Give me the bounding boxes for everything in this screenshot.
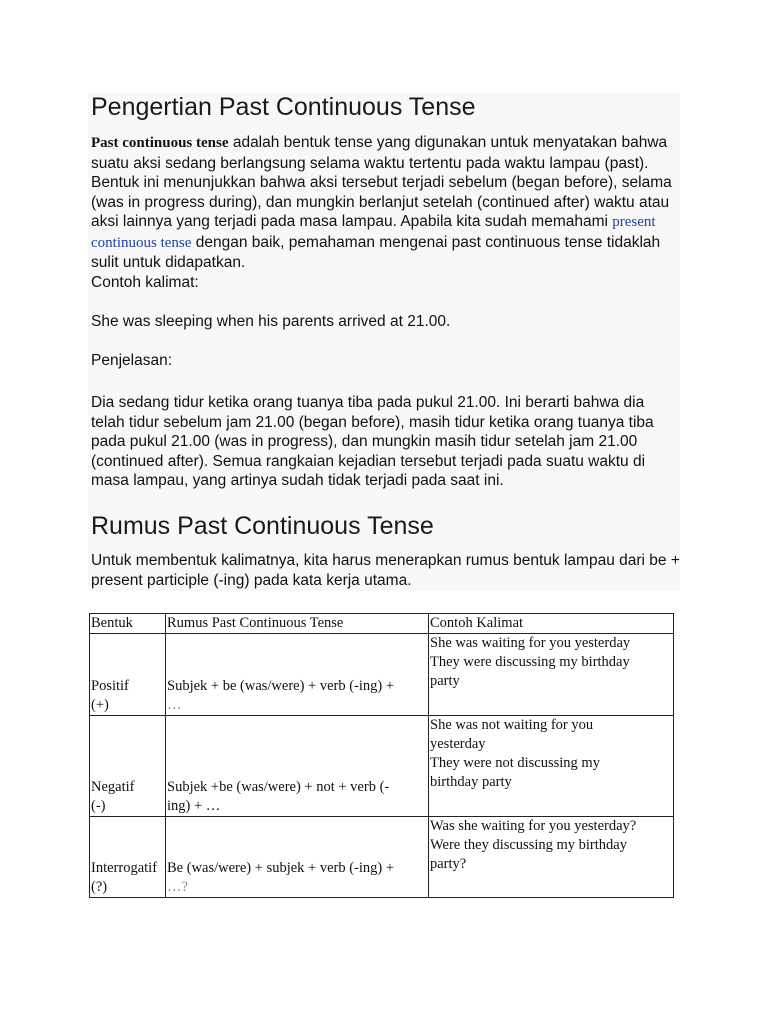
rumus-line: Be (was/were) + subjek + verb (-ing) + xyxy=(167,860,395,876)
bentuk-line: (?) xyxy=(91,879,108,895)
page-title: Pengertian Past Continuous Tense xyxy=(91,93,476,121)
definition-text-2: dengan baik, pemahaman mengenai past continuous tense tidaklah sulit untuk didapatkan. xyxy=(91,233,661,271)
present-continuous-link[interactable]: present continuous tense xyxy=(91,214,656,251)
bentuk-line: (-) xyxy=(91,798,106,814)
table-row-interrogatif xyxy=(90,817,674,898)
rumus-line: … xyxy=(167,697,182,713)
header-rumus: Rumus Past Continuous Tense xyxy=(166,614,429,634)
example-label: Contoh kalimat: xyxy=(91,273,199,291)
cell-contoh xyxy=(429,634,674,716)
cell-rumus xyxy=(166,716,429,817)
explanation-label: Penjelasan: xyxy=(91,352,173,369)
bentuk-line: Interrogatif xyxy=(91,860,158,876)
table-row-positif xyxy=(90,634,674,716)
header-contoh: Contoh Kalimat xyxy=(429,614,674,634)
contoh-line: yesterday xyxy=(430,736,486,752)
contoh-line: They were discussing my birthday xyxy=(430,654,630,670)
contoh-line: They were not discussing my xyxy=(430,755,600,771)
bentuk-line: Positif xyxy=(91,678,129,694)
contoh-line: party? xyxy=(430,856,467,872)
header-bentuk: Bentuk xyxy=(90,614,166,634)
cell-rumus xyxy=(166,817,429,898)
cell-rumus xyxy=(166,634,429,716)
contoh-line: birthday party xyxy=(430,774,512,790)
rumus-line: Subjek + be (was/were) + verb (-ing) + xyxy=(167,678,395,694)
contoh-line: Was she waiting for you yesterday? xyxy=(430,818,637,834)
rumus-intro: Untuk membentuk kalimatnya, kita harus menerapkan rumus bentuk lampau dari be + present participle (-ing) pada kata kerja utama. xyxy=(91,552,680,589)
definition-text-1: adalah bentuk tense yang digunakan untuk menyatakan bahwa suatu aksi sedang berlangsung selama waktu tertentu pada waktu lampau (past). Bentuk ini menunjukkan bahwa aksi tersebut terjadi sebelum (began before), selama (was in progress during), dan mungkin berlanjut setelah (continued after) waktu atau aksi lainnya yang terjadi pada masa lampau. Apabila kita sudah memahami xyxy=(91,134,672,230)
table-header-row xyxy=(90,614,674,634)
rumus-line: ing) + … xyxy=(167,798,221,814)
explanation-paragraph: Dia sedang tidur ketika orang tuanya tiba pada pukul 21.00. Ini berarti bahwa dia telah tidur sebelum jam 21.00 (began before), masih tidur ketika orang tuanya tiba pada pukul 21.00 (was in progress), dan mungkin masih tidur setelah jam 21.00 (continued after). Semua rangkaian kejadian tersebut terjadi pada suatu waktu di masa lampau, yang artinya sudah tidak terjadi pada saat ini. xyxy=(91,394,654,489)
cell-bentuk xyxy=(90,817,166,898)
table-row-negatif xyxy=(90,716,674,817)
cell-contoh xyxy=(429,716,674,817)
rumus-line: …? xyxy=(167,879,188,895)
cell-bentuk xyxy=(90,634,166,716)
rumus-line: Subjek +be (was/were) + not + verb (- xyxy=(167,779,390,795)
contoh-line: party xyxy=(430,673,460,689)
cell-contoh xyxy=(429,817,674,898)
contoh-line: She was not waiting for you xyxy=(430,717,594,733)
bentuk-line: (+) xyxy=(91,697,109,713)
contoh-line: She was waiting for you yesterday xyxy=(430,635,631,651)
rumus-table xyxy=(89,613,674,898)
example-sentence: She was sleeping when his parents arrived at 21.00. xyxy=(91,313,451,330)
bentuk-line: Negatif xyxy=(91,779,135,795)
section-heading-rumus: Rumus Past Continuous Tense xyxy=(91,512,434,540)
cell-bentuk xyxy=(90,716,166,817)
term-bold: Past continuous tense xyxy=(91,135,229,151)
definition-paragraph xyxy=(91,133,681,292)
contoh-line: Were they discussing my birthday xyxy=(430,837,627,853)
